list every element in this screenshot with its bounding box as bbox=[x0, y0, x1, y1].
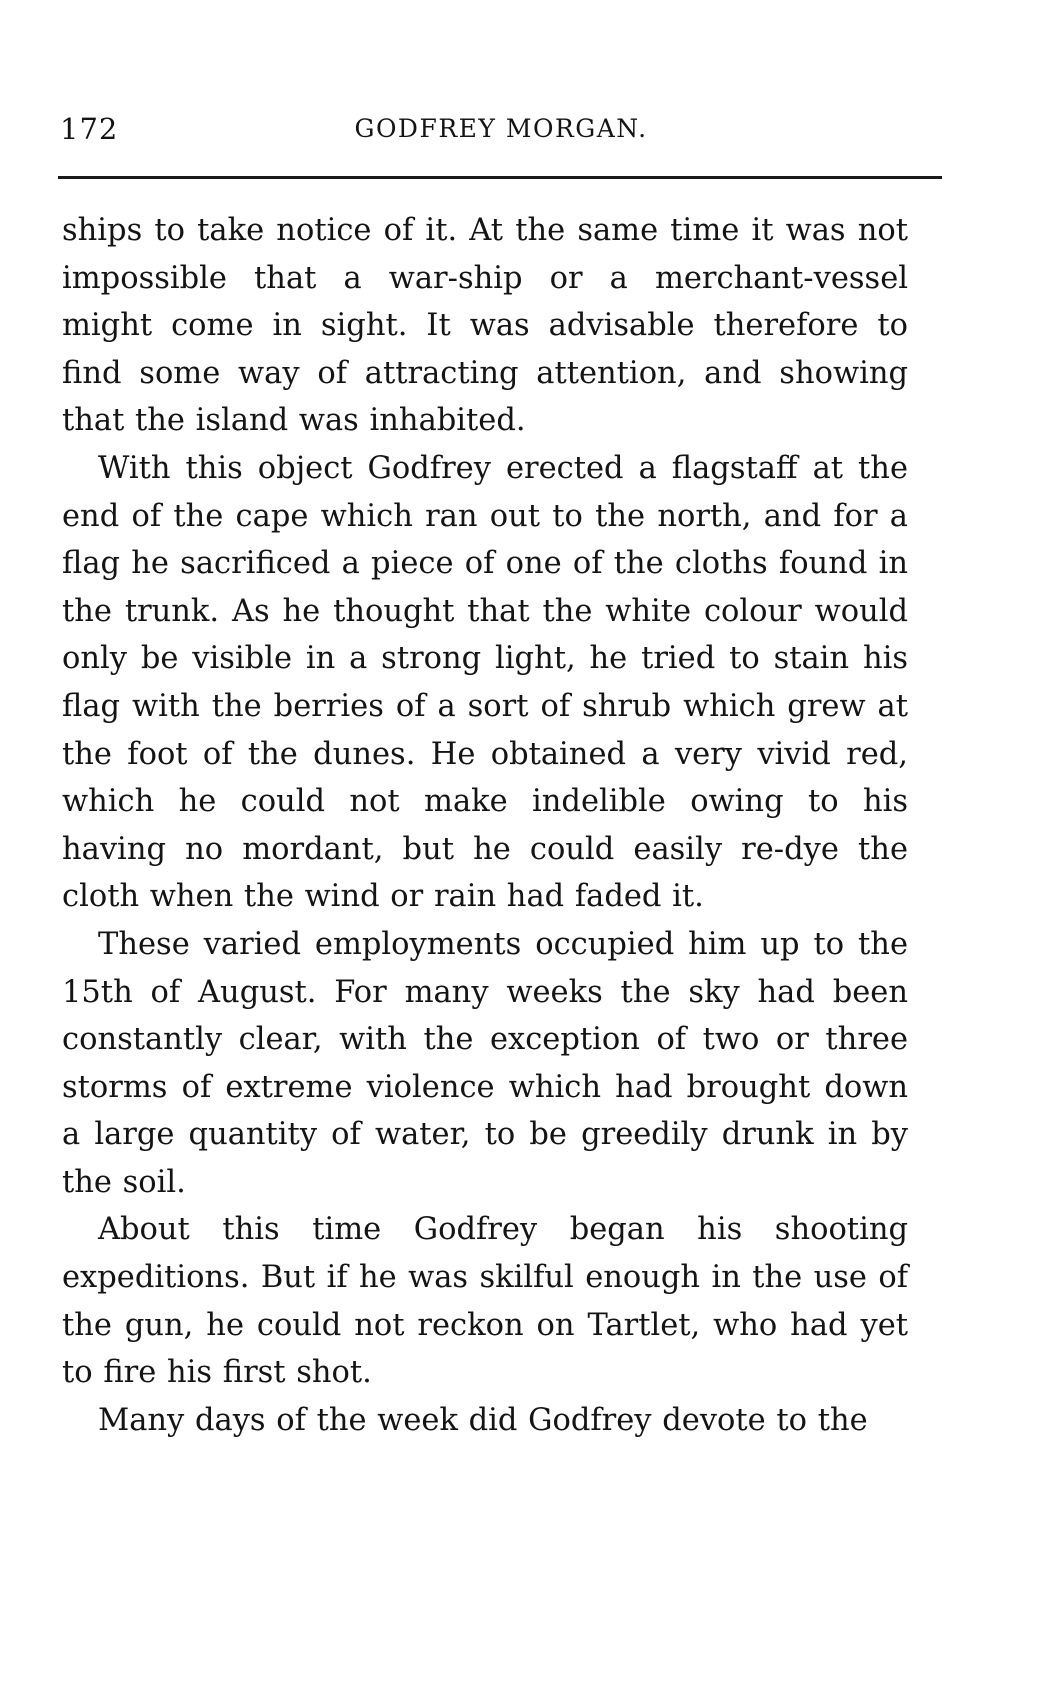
page-number: 172 bbox=[60, 112, 119, 146]
paragraph-1: ships to take notice of it. At the same time it was not impossible that a war-ship or a merchant-vessel might come in sight. It was advisable therefore to find some way of attracting attention, and showing that the island was inhabited. bbox=[62, 213, 908, 439]
paragraph-2: With this object Godfrey erected a flagstaff at the end of the cape which ran out to the north, and for a flag he sacrificed a piece of one of the cloths found in the trunk. As he thought that the white colour would only be visible in a strong light, he tried to stain his flag with the berries of a sort of shrub which grew at the foot of the dunes. He obtained a very vivid red, which he could not make indelible owing to his having no mordant, but he could easily re-dye the cloth when the wind or rain had faded it. bbox=[62, 450, 908, 915]
paragraph-5: Many days of the week did Godfrey devote to the bbox=[98, 1402, 868, 1438]
paragraph-3: These varied employments occupied him up to the 15th of August. For many weeks the sky had been constantly clear, with the exception of two or three storms of extreme violence which had brought down a large quantity of water, to be greedily drunk in by the soil. bbox=[62, 926, 908, 1200]
body-text bbox=[62, 207, 908, 1444]
paragraph-4: About this time Godfrey began his shooting expeditions. But if he was skilful enough in the use of the gun, he could not reckon on Tartlet, who had yet to fire his first shot. bbox=[62, 1212, 908, 1391]
header-rule bbox=[58, 176, 942, 179]
running-title: GODFREY MORGAN. bbox=[354, 114, 648, 143]
running-head bbox=[60, 112, 942, 152]
